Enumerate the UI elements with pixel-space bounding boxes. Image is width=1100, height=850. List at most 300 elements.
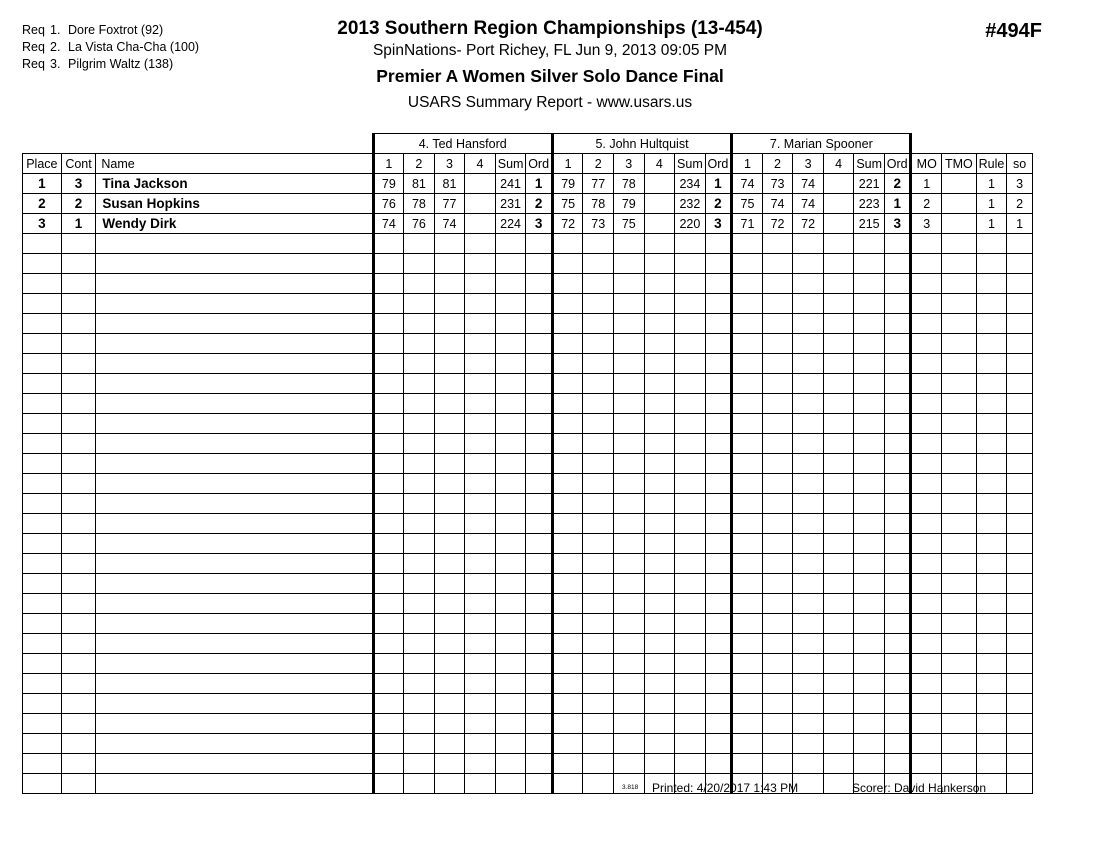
cell-blank (942, 534, 977, 554)
cell-blank (583, 634, 614, 654)
cell-blank (793, 334, 824, 354)
table-row-empty (23, 294, 1033, 314)
cell-blank (854, 614, 885, 634)
cell-blank (23, 374, 62, 394)
cell-blank (854, 474, 885, 494)
cell-blank (823, 574, 854, 594)
cell-blank (404, 274, 435, 294)
cell-blank (732, 734, 763, 754)
cell-blank (23, 394, 62, 414)
cell-blank (644, 494, 675, 514)
table-row-empty (23, 494, 1033, 514)
cell-mo: 3 (911, 214, 942, 234)
cell-blank (434, 734, 465, 754)
cell-blank (583, 394, 614, 414)
cell-blank (526, 434, 552, 454)
cell-blank (823, 714, 854, 734)
table-row-empty (23, 334, 1033, 354)
cell-blank (552, 434, 583, 454)
cell-blank (793, 414, 824, 434)
cell-blank (1007, 734, 1033, 754)
cell-blank (373, 294, 404, 314)
cell-blank (823, 274, 854, 294)
cell-blank (23, 274, 62, 294)
cell-blank (552, 754, 583, 774)
cell-blank (854, 574, 885, 594)
cell-blank (434, 594, 465, 614)
col-header-so: so (1007, 154, 1033, 174)
cell-blank (762, 374, 793, 394)
cell-blank (793, 314, 824, 334)
cell-blank (465, 714, 496, 734)
cell-blank (495, 234, 526, 254)
judge-header-1: 4. Ted Hansford (373, 134, 552, 154)
col-header-tmo: TMO (942, 154, 977, 174)
cell-blank (762, 294, 793, 314)
cell-blank (762, 414, 793, 434)
cell-blank (942, 734, 977, 754)
cell-blank (526, 334, 552, 354)
cell-j1-ord: 2 (526, 194, 552, 214)
cell-blank (583, 254, 614, 274)
cell-blank (23, 454, 62, 474)
page-title: 2013 Southern Region Championships (13-454) (337, 18, 763, 39)
cell-blank (495, 654, 526, 674)
cell-blank (61, 654, 96, 674)
cell-rule: 1 (976, 174, 1007, 194)
cell-blank (526, 634, 552, 654)
cell-blank (583, 514, 614, 534)
cell-blank (434, 394, 465, 414)
cell-blank (911, 554, 942, 574)
cell-blank (884, 474, 910, 494)
cell-blank (911, 734, 942, 754)
cell-blank (465, 354, 496, 374)
cell-blank (526, 514, 552, 534)
cell-blank (434, 334, 465, 354)
cell-j1-sum: 241 (495, 174, 526, 194)
cell-blank (526, 554, 552, 574)
cell-blank (1007, 454, 1033, 474)
cell-blank (823, 294, 854, 314)
cell-blank (644, 594, 675, 614)
cell-blank (465, 554, 496, 574)
cell-blank (465, 274, 496, 294)
cell-blank (1007, 594, 1033, 614)
requirement-text: Dore Foxtrot (92) (68, 23, 164, 37)
cell-rule: 1 (976, 194, 1007, 214)
cell-j1-score-3: 77 (434, 194, 465, 214)
cell-blank (552, 314, 583, 334)
col-header-rule: Rule (976, 154, 1007, 174)
cell-blank (404, 754, 435, 774)
report-source: USARS Summary Report - www.usars.us (407, 94, 693, 111)
cell-blank (61, 594, 96, 614)
cell-blank (793, 674, 824, 694)
cell-blank (613, 294, 644, 314)
footer-printed: Printed: 4/20/2017 1:43 PM (652, 781, 799, 795)
cell-blank (884, 574, 910, 594)
table-row-empty (23, 754, 1033, 774)
cell-blank (644, 274, 675, 294)
cell-blank (552, 494, 583, 514)
cell-so: 1 (1007, 214, 1033, 234)
cell-blank (465, 454, 496, 474)
cell-blank (434, 754, 465, 774)
table-row-empty (23, 634, 1033, 654)
judge-band-spacer (911, 134, 942, 154)
cell-blank (613, 394, 644, 414)
cell-blank (526, 754, 552, 774)
cell-blank (613, 694, 644, 714)
cell-blank (61, 734, 96, 754)
cell-blank (911, 414, 942, 434)
cell-blank (96, 694, 373, 714)
cell-blank (942, 394, 977, 414)
requirement-number: 1. (50, 23, 61, 37)
cell-blank (613, 754, 644, 774)
cell-j3-sum: 215 (854, 214, 885, 234)
judge-band-spacer (942, 134, 977, 154)
cell-blank (911, 634, 942, 654)
cell-blank (675, 674, 706, 694)
cell-blank (61, 294, 96, 314)
cell-blank (823, 494, 854, 514)
cell-blank (583, 674, 614, 694)
cell-blank (762, 594, 793, 614)
table-row-empty (23, 694, 1033, 714)
cell-blank (884, 434, 910, 454)
cell-blank (583, 594, 614, 614)
cell-blank (495, 554, 526, 574)
cell-blank (942, 674, 977, 694)
cell-blank (583, 274, 614, 294)
cell-j1-score-1: 76 (373, 194, 404, 214)
cell-blank (705, 454, 732, 474)
cell-blank (976, 534, 1007, 554)
cell-blank (911, 454, 942, 474)
cell-blank (976, 254, 1007, 274)
cell-blank (976, 294, 1007, 314)
cell-blank (23, 674, 62, 694)
cell-blank (976, 374, 1007, 394)
table-row-empty (23, 614, 1033, 634)
cell-blank (675, 574, 706, 594)
cell-blank (23, 534, 62, 554)
cell-blank (434, 294, 465, 314)
cell-blank (942, 614, 977, 634)
cell-blank (823, 314, 854, 334)
cell-blank (23, 294, 62, 314)
cell-blank (434, 654, 465, 674)
cell-blank (404, 494, 435, 514)
cell-blank (911, 354, 942, 374)
cell-blank (732, 414, 763, 434)
cell-blank (675, 354, 706, 374)
cell-blank (495, 494, 526, 514)
cell-blank (732, 454, 763, 474)
cell-blank (644, 734, 675, 754)
cell-blank (854, 554, 885, 574)
cell-blank (495, 414, 526, 434)
cell-blank (96, 234, 373, 254)
cell-tmo (942, 194, 977, 214)
cell-blank (732, 714, 763, 734)
cell-blank (495, 594, 526, 614)
cell-blank (526, 734, 552, 754)
cell-blank (732, 334, 763, 354)
cell-blank (434, 354, 465, 374)
cell-blank (526, 294, 552, 314)
cell-blank (613, 494, 644, 514)
cell-blank (404, 454, 435, 474)
cell-blank (793, 394, 824, 414)
requirement-label: Req (22, 57, 45, 71)
cell-blank (976, 754, 1007, 774)
col-header-j2-d1: 1 (552, 154, 583, 174)
cell-cont: 3 (61, 174, 96, 194)
cell-blank (495, 454, 526, 474)
cell-blank (495, 674, 526, 694)
cell-blank (854, 674, 885, 694)
cell-blank (583, 354, 614, 374)
cell-blank (373, 274, 404, 294)
col-header-j2-sum: Sum (675, 154, 706, 174)
cell-blank (675, 734, 706, 754)
cell-blank (613, 534, 644, 554)
requirement-text: Pilgrim Waltz (138) (68, 57, 174, 71)
cell-blank (762, 274, 793, 294)
cell-so: 3 (1007, 174, 1033, 194)
cell-blank (434, 534, 465, 554)
cell-blank (732, 434, 763, 454)
cell-blank (434, 434, 465, 454)
cell-blank (675, 254, 706, 274)
cell-blank (793, 354, 824, 374)
cell-blank (373, 374, 404, 394)
cell-blank (434, 234, 465, 254)
cell-blank (732, 314, 763, 334)
cell-blank (434, 314, 465, 334)
cell-blank (823, 634, 854, 654)
cell-blank (884, 714, 910, 734)
cell-blank (793, 754, 824, 774)
cell-blank (613, 734, 644, 754)
cell-blank (404, 554, 435, 574)
requirement-number: 3. (50, 57, 61, 71)
cell-blank (404, 514, 435, 534)
cell-blank (1007, 354, 1033, 374)
cell-j2-score-3: 79 (613, 194, 644, 214)
cell-blank (976, 714, 1007, 734)
cell-blank (495, 334, 526, 354)
cell-blank (911, 594, 942, 614)
cell-blank (732, 654, 763, 674)
cell-blank (583, 314, 614, 334)
cell-blank (61, 434, 96, 454)
cell-blank (1007, 754, 1033, 774)
cell-blank (373, 514, 404, 534)
cell-blank (96, 534, 373, 554)
cell-blank (823, 594, 854, 614)
cell-blank (976, 674, 1007, 694)
cell-blank (793, 594, 824, 614)
cell-blank (1007, 374, 1033, 394)
cell-blank (762, 754, 793, 774)
requirement-text: La Vista Cha-Cha (100) (68, 40, 200, 54)
cell-blank (526, 534, 552, 554)
cell-blank (465, 474, 496, 494)
cell-blank (644, 634, 675, 654)
cell-blank (976, 394, 1007, 414)
col-header-j1-d1: 1 (373, 154, 404, 174)
results-table (22, 133, 1033, 794)
cell-blank (373, 614, 404, 634)
cell-blank (583, 754, 614, 774)
cell-blank (61, 674, 96, 694)
cell-blank (1007, 514, 1033, 534)
cell-j3-score-4 (823, 174, 854, 194)
cell-blank (675, 454, 706, 474)
cell-blank (613, 674, 644, 694)
cell-j2-sum: 220 (675, 214, 706, 234)
cell-blank (911, 514, 942, 534)
cell-blank (732, 514, 763, 534)
cell-blank (23, 754, 62, 774)
cell-blank (911, 574, 942, 594)
cell-blank (583, 614, 614, 634)
cell-blank (434, 634, 465, 654)
cell-blank (942, 634, 977, 654)
cell-blank (373, 234, 404, 254)
cell-blank (884, 414, 910, 434)
cell-blank (854, 434, 885, 454)
cell-blank (23, 714, 62, 734)
cell-blank (675, 294, 706, 314)
cell-blank (705, 254, 732, 274)
cell-blank (526, 394, 552, 414)
cell-blank (1007, 654, 1033, 674)
cell-blank (96, 274, 373, 294)
cell-blank (373, 554, 404, 574)
cell-blank (583, 434, 614, 454)
cell-blank (61, 394, 96, 414)
cell-blank (613, 514, 644, 534)
cell-blank (613, 334, 644, 354)
cell-j1-score-4 (465, 174, 496, 194)
cell-blank (823, 694, 854, 714)
cell-blank (942, 454, 977, 474)
cell-blank (552, 294, 583, 314)
cell-blank (884, 694, 910, 714)
cell-blank (495, 274, 526, 294)
table-row-empty (23, 674, 1033, 694)
cell-blank (823, 654, 854, 674)
cell-blank (644, 234, 675, 254)
cell-blank (911, 474, 942, 494)
cell-blank (976, 634, 1007, 654)
cell-blank (823, 674, 854, 694)
cell-blank (644, 414, 675, 434)
cell-blank (1007, 534, 1033, 554)
cell-blank (495, 254, 526, 274)
cell-blank (583, 494, 614, 514)
cell-blank (23, 434, 62, 454)
footer-scorer: Scorer: David Hankerson (852, 781, 987, 795)
cell-blank (942, 494, 977, 514)
cell-blank (23, 334, 62, 354)
cell-blank (526, 254, 552, 274)
cell-blank (854, 494, 885, 514)
cell-blank (495, 534, 526, 554)
cell-blank (705, 714, 732, 734)
cell-name: Wendy Dirk (96, 214, 373, 234)
cell-blank (942, 694, 977, 714)
cell-j2-score-4 (644, 174, 675, 194)
col-header-j1-d3: 3 (434, 154, 465, 174)
event-name: Premier A Women Silver Solo Dance Final (376, 66, 724, 86)
cell-blank (526, 494, 552, 514)
cell-blank (23, 654, 62, 674)
cell-blank (854, 694, 885, 714)
cell-blank (434, 554, 465, 574)
cell-blank (526, 414, 552, 434)
cell-tmo (942, 214, 977, 234)
cell-blank (552, 694, 583, 714)
table-row-empty (23, 274, 1033, 294)
cell-blank (526, 674, 552, 694)
cell-blank (732, 694, 763, 714)
cell-blank (675, 274, 706, 294)
cell-j1-ord: 1 (526, 174, 552, 194)
cell-j2-score-3: 75 (613, 214, 644, 234)
cell-blank (854, 594, 885, 614)
cell-blank (854, 414, 885, 434)
cell-blank (552, 574, 583, 594)
cell-j2-score-4 (644, 214, 675, 234)
cell-blank (1007, 474, 1033, 494)
cell-blank (61, 554, 96, 574)
cell-blank (793, 574, 824, 594)
cell-blank (823, 394, 854, 414)
table-row-empty (23, 734, 1033, 754)
cell-blank (373, 254, 404, 274)
col-header-j3-sum: Sum (854, 154, 885, 174)
results-rows (23, 174, 1033, 794)
cell-blank (976, 514, 1007, 534)
cell-blank (583, 654, 614, 674)
cell-blank (465, 414, 496, 434)
cell-j3-sum: 223 (854, 194, 885, 214)
cell-blank (705, 414, 732, 434)
cell-j2-score-1: 72 (552, 214, 583, 234)
cell-blank (732, 754, 763, 774)
cell-blank (96, 634, 373, 654)
cell-blank (884, 334, 910, 354)
cell-j1-score-1: 79 (373, 174, 404, 194)
cell-blank (404, 234, 435, 254)
cell-blank (793, 694, 824, 714)
table-row-empty (23, 534, 1033, 554)
cell-blank (762, 474, 793, 494)
cell-j3-score-4 (823, 214, 854, 234)
cell-j3-score-3: 72 (793, 214, 824, 234)
col-header-j3-d2: 2 (762, 154, 793, 174)
cell-blank (465, 514, 496, 534)
cell-blank (552, 514, 583, 534)
cell-j1-score-3: 74 (434, 214, 465, 234)
cell-blank (644, 314, 675, 334)
